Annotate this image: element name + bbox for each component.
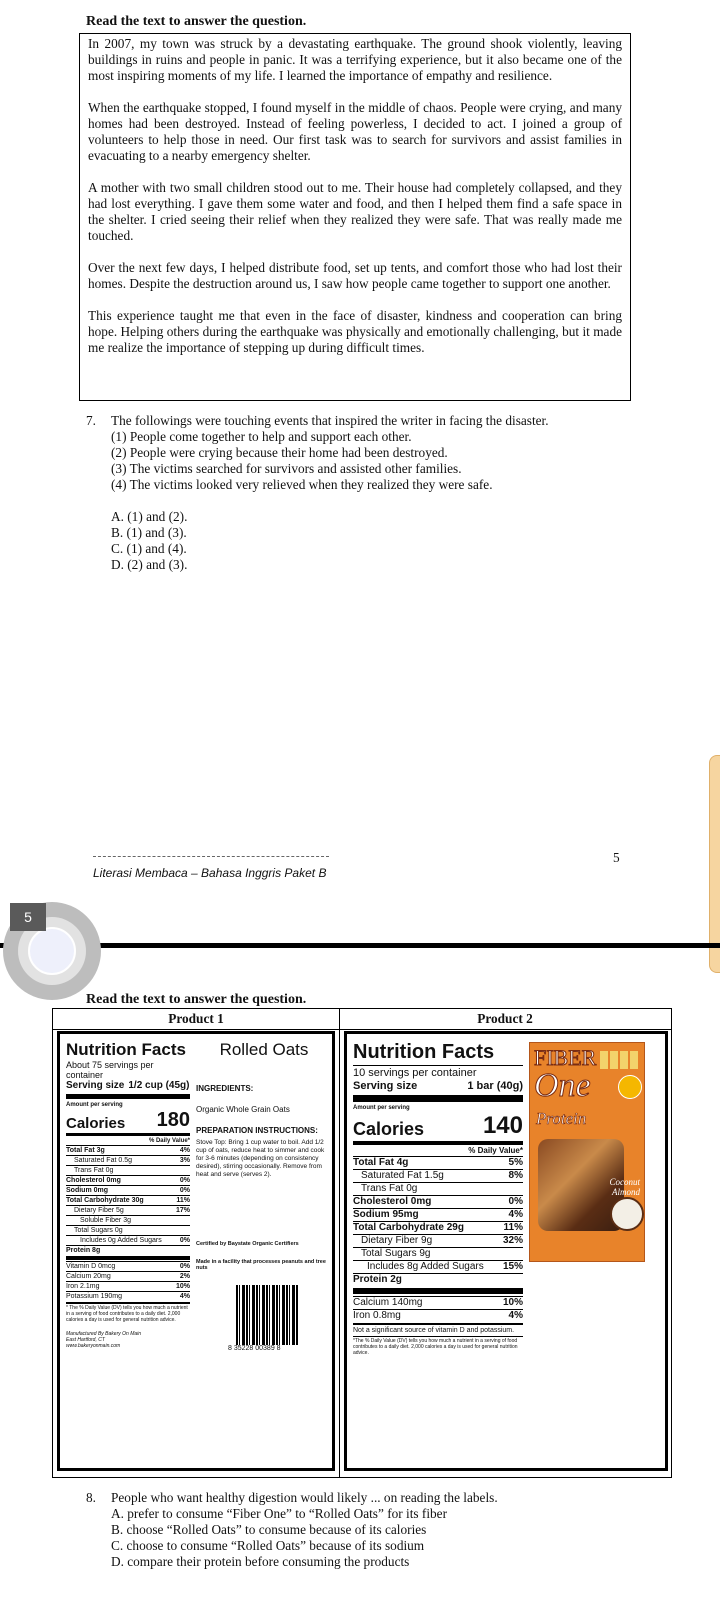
nutrient-percent: 32% [502, 1235, 523, 1246]
scroll-edge-tab[interactable] [709, 755, 720, 973]
nutrient-label: Cholesterol 0mg [66, 1177, 121, 1184]
nutrient-row [66, 1185, 190, 1195]
q8-option-c[interactable]: C. choose to consume “Rolled Oats” because of its sodium [111, 1538, 425, 1553]
nutrient-row [66, 1155, 190, 1165]
p2-daily-value: % Daily Value* [468, 1146, 523, 1155]
p2-servings: 10 servings per container [353, 1067, 477, 1079]
question-8-number: 8. [86, 1490, 96, 1505]
page-number: 5 [613, 850, 620, 865]
col-header-product-1: Product 1 [168, 1011, 224, 1026]
nutrient-label: Total Sugars 9g [361, 1248, 431, 1259]
p1-maker: Manufactured By Bakery On Main [66, 1331, 142, 1337]
q8-option-a[interactable]: A. prefer to consume “Fiber One” to “Rolled Oats” for its fiber [111, 1506, 448, 1521]
nutrient-row [66, 1215, 190, 1225]
nutrient-label: Total Fat 3g [66, 1147, 105, 1154]
nutrient-row [66, 1281, 190, 1291]
question-8 [86, 1490, 666, 1570]
p1-product-name: Rolled Oats [219, 1040, 309, 1059]
p1-nf-title: Nutrition Facts [66, 1040, 186, 1059]
passage-paragraph-2: When the earthquake stopped, I found myself in the middle of chaos. People were crying, and many homes had been destroyed. Instead of feeling powerless, I decided to act. I joined a group of volunteers to help those in need. Our first task was to search for survivors and assist families in evacuating to a nearby emergency shelter. [88, 100, 622, 163]
p1-maker-city: East Hartford, CT [66, 1337, 105, 1343]
p1-ingredients: Organic Whole Grain Oats [196, 1105, 290, 1114]
page-badge: 5 [10, 903, 46, 931]
table-column-divider [339, 1009, 340, 1477]
nutrient-row [66, 1165, 190, 1175]
p1-serving-size-label: Serving size [66, 1080, 125, 1091]
nutrient-label: Trans Fat 0g [74, 1167, 114, 1174]
p1-footnote: * The % Daily Value (DV) tells you how much a nutrient in a serving of food contributes to a daily diet. 2,000 calories a day is used for general nutrition advice. [66, 1305, 188, 1323]
product-table [52, 1008, 672, 1478]
nutrient-label: Protein 2g [353, 1274, 402, 1285]
nutrient-row [353, 1309, 523, 1322]
nutrient-row [66, 1291, 190, 1301]
footer-rule [93, 856, 329, 857]
product-1-info [196, 1040, 332, 1352]
table-header [53, 1009, 671, 1030]
nutrient-label: Total Sugars 0g [74, 1227, 123, 1234]
question-7-number: 7. [86, 413, 96, 428]
p1-ingredients-label: INGREDIENTS: [196, 1084, 254, 1093]
nutrient-row [353, 1296, 523, 1309]
fiber-one-box [529, 1042, 645, 1262]
page2-heading: Read the text to answer the question. [86, 992, 307, 1007]
option-c[interactable]: C. (1) and (4). [111, 541, 187, 556]
question-7-stem: The followings were touching events that inspired the writer in facing the disaster. [111, 413, 549, 428]
nutrient-percent: 15% [502, 1261, 523, 1272]
nutrient-label: Soluble Fiber 3g [80, 1217, 131, 1224]
p1-mineral-rows [66, 1261, 190, 1301]
nutrient-label: Dietary Fiber 5g [74, 1207, 124, 1214]
nutrient-label: Calcium 140mg [353, 1297, 423, 1308]
p1-daily-value: % Daily Value* [148, 1138, 190, 1144]
question-7 [86, 413, 646, 573]
p1-maker-web: www.bakeryonmain.com [66, 1343, 121, 1349]
nutrient-row [353, 1169, 523, 1182]
p1-serving-size: 1/2 cup (45g) [128, 1080, 190, 1091]
nutrient-row [353, 1195, 523, 1208]
p2-nf-title: Nutrition Facts [353, 1041, 495, 1063]
p2-calories-value: 140 [482, 1112, 523, 1139]
p1-calories-row [66, 1109, 190, 1132]
p1-calories-label: Calories [66, 1115, 126, 1132]
q8-option-b[interactable]: B. choose “Rolled Oats” to consume because of its calories [111, 1522, 427, 1537]
passage-paragraph-5: This experience taught me that even in the face of disaster, kindness and cooperation can bring hope. Helping others during the earthquake was physically and emotionally challenging, but it made me realize the importance of stepping up during difficult times. [88, 308, 622, 355]
nutrient-percent: 11% [503, 1222, 523, 1233]
p1-servings: About 75 servings per container [66, 1060, 154, 1080]
page-footer: Literasi Membaca – Bahasa Inggris Paket B [93, 866, 327, 880]
statement-2: (2) People were crying because their home had been destroyed. [111, 445, 448, 460]
p1-certified: Certified by Baystate Organic Certifiers [196, 1241, 299, 1247]
nutrient-label: Calcium 20mg [66, 1273, 111, 1280]
page-separator [0, 943, 720, 948]
nutrient-row [353, 1234, 523, 1247]
nutrient-percent: 0% [508, 1196, 523, 1207]
nutrient-label: Saturated Fat 0.5g [74, 1157, 132, 1164]
coconut-icon [610, 1197, 644, 1231]
p2-calories-label: Calories [353, 1119, 425, 1139]
nutrient-percent: 8% [508, 1170, 523, 1181]
nutrient-percent: 2% [179, 1273, 190, 1280]
nutrient-percent: 0% [179, 1187, 190, 1194]
passage-box [79, 33, 631, 401]
nutrient-percent: 0% [179, 1263, 190, 1270]
nutrient-percent: 10% [175, 1283, 190, 1290]
nutrient-row [66, 1271, 190, 1281]
fiber-one-brand-sub: Protein [536, 1109, 587, 1128]
option-d[interactable]: D. (2) and (3). [111, 557, 188, 572]
passage-paragraph-4: Over the next few days, I helped distribute food, set up tents, and comfort those who had lost their homes. Despite the destruction around us, I saw how people came together to support one another. [88, 260, 622, 291]
fiber-one-stat-icons [600, 1051, 640, 1069]
nutrient-percent: 10% [502, 1297, 523, 1308]
p2-mineral-rows [353, 1296, 523, 1322]
nutrient-row [353, 1182, 523, 1195]
p1-calories-value: 180 [156, 1109, 190, 1131]
nutrient-row [66, 1235, 190, 1245]
fiber-one-flavor: Coconut Almond [609, 1177, 640, 1197]
nutrient-percent: 0% [179, 1237, 190, 1244]
nutrient-label: Dietary Fiber 9g [361, 1235, 433, 1246]
question-7-options [111, 509, 646, 573]
nutrient-row [353, 1273, 523, 1286]
nutrient-percent: 17% [175, 1207, 190, 1214]
nutrient-row [353, 1208, 523, 1221]
p2-footnote: *The % Daily Value (DV) tells you how much a nutrient in a serving of food contributes to a daily diet. 2,000 calories a day is used for general nutrition advice. [353, 1338, 518, 1356]
product-1-nutrition-facts [66, 1040, 190, 1349]
passage-paragraph-3: A mother with two small children stood out to me. Their house had completely collapsed, and they had lost everything. I gave them some water and food, and then I helped them find a safe space in the shelter. I cried seeing their relief when they realized they were safe. That was really made me touched. [88, 180, 622, 243]
nutrient-row [66, 1261, 190, 1271]
nutrient-label: Includes 0g Added Sugars [80, 1237, 162, 1244]
nutrient-row [353, 1156, 523, 1169]
nutrient-row [66, 1175, 190, 1185]
nutrient-label: Potassium 190mg [66, 1293, 123, 1300]
nutrient-percent: 4% [508, 1209, 523, 1220]
option-b[interactable]: B. (1) and (3). [111, 525, 187, 540]
p1-barcode [236, 1285, 298, 1345]
fiber-one-brand-bottom: One [534, 1067, 591, 1104]
p1-prep: Stove Top: Bring 1 cup water to boil. Add 1/2 cup of oats, reduce heat to simmer and cook for 3-6 minutes (depending on consistency desired), stirring occasionally. Remove from heat and serve (serves 2). [196, 1139, 325, 1178]
p2-calories-row [353, 1112, 523, 1140]
nutrient-label: Sodium 95mg [353, 1209, 419, 1220]
p2-not-significant: Not a significant source of vitamin D and potassium. [353, 1327, 515, 1334]
nutrient-percent: 3% [179, 1157, 190, 1164]
nutrient-row [66, 1205, 190, 1215]
statement-4: (4) The victims looked very relieved when they realized they were safe. [111, 477, 493, 492]
fiber-one-badge-icon [618, 1075, 642, 1099]
p2-nutrient-rows [353, 1156, 523, 1286]
statement-3: (3) The victims searched for survivors and assisted other families. [111, 461, 462, 476]
nutrient-label: Iron 2.1mg [66, 1283, 100, 1290]
nutrient-label: Cholesterol 0mg [353, 1196, 432, 1207]
product-2-nutrition-facts [353, 1040, 523, 1356]
nutrient-row [353, 1260, 523, 1273]
q8-option-d[interactable]: D. compare their protein before consuming the products [111, 1554, 410, 1569]
floating-action-button[interactable] [28, 927, 76, 975]
p2-amount: Amount per serving [353, 1105, 410, 1111]
nutrient-percent: 11% [176, 1197, 190, 1204]
nutrient-percent: 0% [179, 1177, 190, 1184]
nutrient-row [66, 1195, 190, 1205]
p1-amount: Amount per serving [66, 1102, 123, 1108]
nutrient-label: Includes 8g Added Sugars [367, 1261, 484, 1272]
fiber-one-brand-top: FIBER [534, 1045, 597, 1070]
statement-1: (1) People come together to help and support each other. [111, 429, 412, 444]
product-2-label [344, 1031, 668, 1471]
nutrient-label: Saturated Fat 1.5g [361, 1170, 444, 1181]
nutrient-label: Total Carbohydrate 30g [66, 1197, 144, 1204]
p1-barcode-number: 8 35228 00389 8 [228, 1345, 281, 1352]
nutrient-row [353, 1247, 523, 1260]
option-a[interactable]: A. (1) and (2). [111, 509, 188, 524]
nutrient-percent: 4% [179, 1147, 190, 1154]
nutrient-percent: 5% [508, 1157, 523, 1168]
nutrient-label: Total Fat 4g [353, 1157, 409, 1168]
nutrient-label: Sodium 0mg [66, 1187, 109, 1194]
product-1-label [57, 1031, 335, 1471]
nutrient-label: Total Carbohydrate 29g [353, 1222, 464, 1233]
nutrient-row [353, 1221, 523, 1234]
question-8-stem: People who want healthy digestion would likely ... on reading the labels. [111, 1490, 498, 1505]
nutrient-row [66, 1225, 190, 1235]
p2-serving-size: 1 bar (40g) [467, 1080, 523, 1092]
p1-prep-label: PREPARATION INSTRUCTIONS: [196, 1126, 318, 1135]
nutrient-row [66, 1245, 190, 1255]
page1-heading: Read the text to answer the question. [86, 14, 307, 29]
nutrient-label: Vitamin D 0mcg [66, 1263, 116, 1270]
nutrient-label: Protein 8g [66, 1247, 101, 1254]
col-header-product-2: Product 2 [477, 1011, 533, 1026]
nutrient-percent: 4% [508, 1310, 523, 1321]
passage-paragraph-1: In 2007, my town was struck by a devastating earthquake. The ground shook violently, leaving buildings in ruins and people in panic. It was a terrifying experience, but it also became one of the most inspiring moments of my life. I learned the importance of empathy and resilience. [88, 36, 622, 83]
p2-serving-size-label: Serving size [353, 1080, 418, 1092]
nutrient-label: Iron 0.8mg [353, 1310, 401, 1321]
question-8-options [111, 1506, 666, 1570]
p1-facility: Made in a facility that processes peanuts and tree nuts [196, 1259, 326, 1271]
nutrient-percent: 4% [179, 1293, 190, 1300]
nutrient-row [66, 1145, 190, 1155]
p1-nutrient-rows [66, 1145, 190, 1255]
question-7-statements [111, 429, 646, 493]
nutrient-label: Trans Fat 0g [361, 1183, 418, 1194]
